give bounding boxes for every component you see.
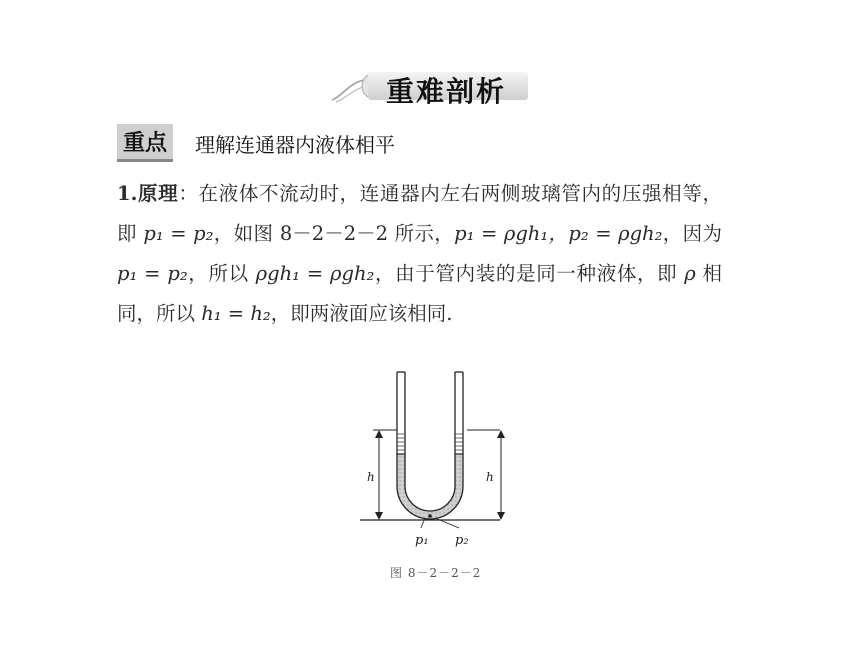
key-point-badge: 重点: [117, 124, 173, 162]
bottom-point: [428, 514, 432, 518]
equation: ρgh₁ = ρgh₂: [255, 262, 375, 285]
text-segment: ，即两液面应该相同.: [270, 302, 453, 325]
u-tube-figure: [355, 368, 505, 558]
p1-label: p₁: [415, 533, 429, 548]
text-segment: ，如图 8－2－2－2 所示，: [213, 222, 455, 245]
key-point-title: 理解连通器内液体相平: [195, 132, 396, 157]
equation: ρ: [684, 262, 696, 285]
arrow-head-up-icon: [497, 430, 505, 438]
equation: h₁ = h₂: [201, 302, 271, 325]
section-title: 重难剖析: [386, 75, 507, 108]
section-banner: [330, 66, 530, 108]
left-height-label: h: [367, 470, 375, 484]
text-segment: ，因为: [662, 222, 723, 245]
arrow-head-down-icon: [375, 512, 383, 520]
figure-caption: 图 8－2－2－2: [390, 566, 482, 580]
text-segment: ，所以: [187, 262, 256, 285]
text-segment: 相同，所以: [117, 262, 723, 325]
key-point-row: [117, 126, 395, 160]
principle-paragraph: [117, 174, 722, 334]
item-number: 1.: [117, 182, 138, 205]
text-segment: ：在液体不流动时，连通器内左右两侧玻璃管内的压强相等，即: [117, 182, 722, 245]
arrow-head-down-icon: [497, 512, 505, 520]
p2-label: p₂: [455, 533, 469, 548]
equation: p₁ = ρgh₁，p₂ = ρgh₂: [454, 222, 663, 245]
item-label: 原理: [137, 182, 179, 205]
text-segment: ，由于管内装的是同一种液体，即: [374, 262, 685, 285]
u-tube-inner: [405, 372, 455, 511]
equation: p₁ = p₂: [117, 262, 188, 285]
arrow-head-up-icon: [375, 430, 383, 438]
right-height-label: h: [486, 470, 494, 484]
equation: p₁ = p₂: [143, 222, 214, 245]
